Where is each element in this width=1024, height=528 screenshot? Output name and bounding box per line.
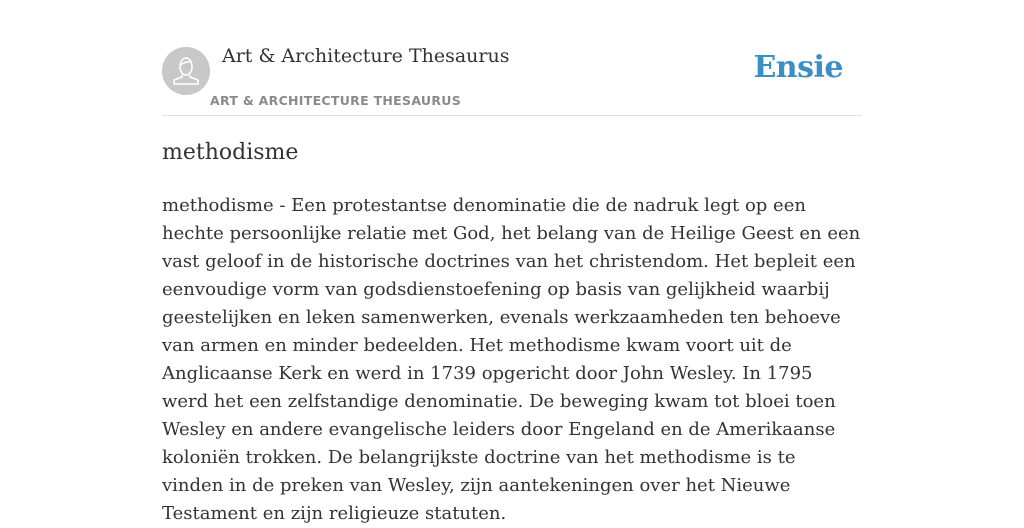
user-icon	[162, 47, 210, 95]
term-title: methodisme	[162, 140, 299, 165]
avatar[interactable]	[162, 47, 210, 95]
source-title-link[interactable]: Art & Architecture Thesaurus	[222, 45, 510, 67]
source-subtitle: ART & ARCHITECTURE THESAURUS	[210, 93, 462, 108]
ensie-logo[interactable]: Ensie	[753, 50, 843, 85]
entry-header	[162, 0, 862, 116]
term-definition: methodisme - Een protestantse denominatie die de nadruk legt op een hechte persoonlijke relatie met God, het belang van de Heilige Geest en een vast geloof in de historische doctrines van het christendom. Het bepleit een eenvoudige vorm van godsdienstoefening op basis van gelijkheid waarbij geestelijken en leken samenwerken, evenals werkzaamheden ten behoeve van armen en minder bedeelden. Het methodisme kwam voort uit de Anglicaanse Kerk en werd in 1739 opgericht door John Wesley. In 1795 werd het een zelfstandige denominatie. De beweging kwam tot bloei toen Wesley en andere evangelische leiders door Engeland en de Amerikaanse koloniën trokken. De belangrijkste doctrine van het methodisme is te vinden in de preken van Wesley, zijn aantekeningen over het Nieuwe Testament en zijn religieuze statuten.	[162, 195, 861, 524]
